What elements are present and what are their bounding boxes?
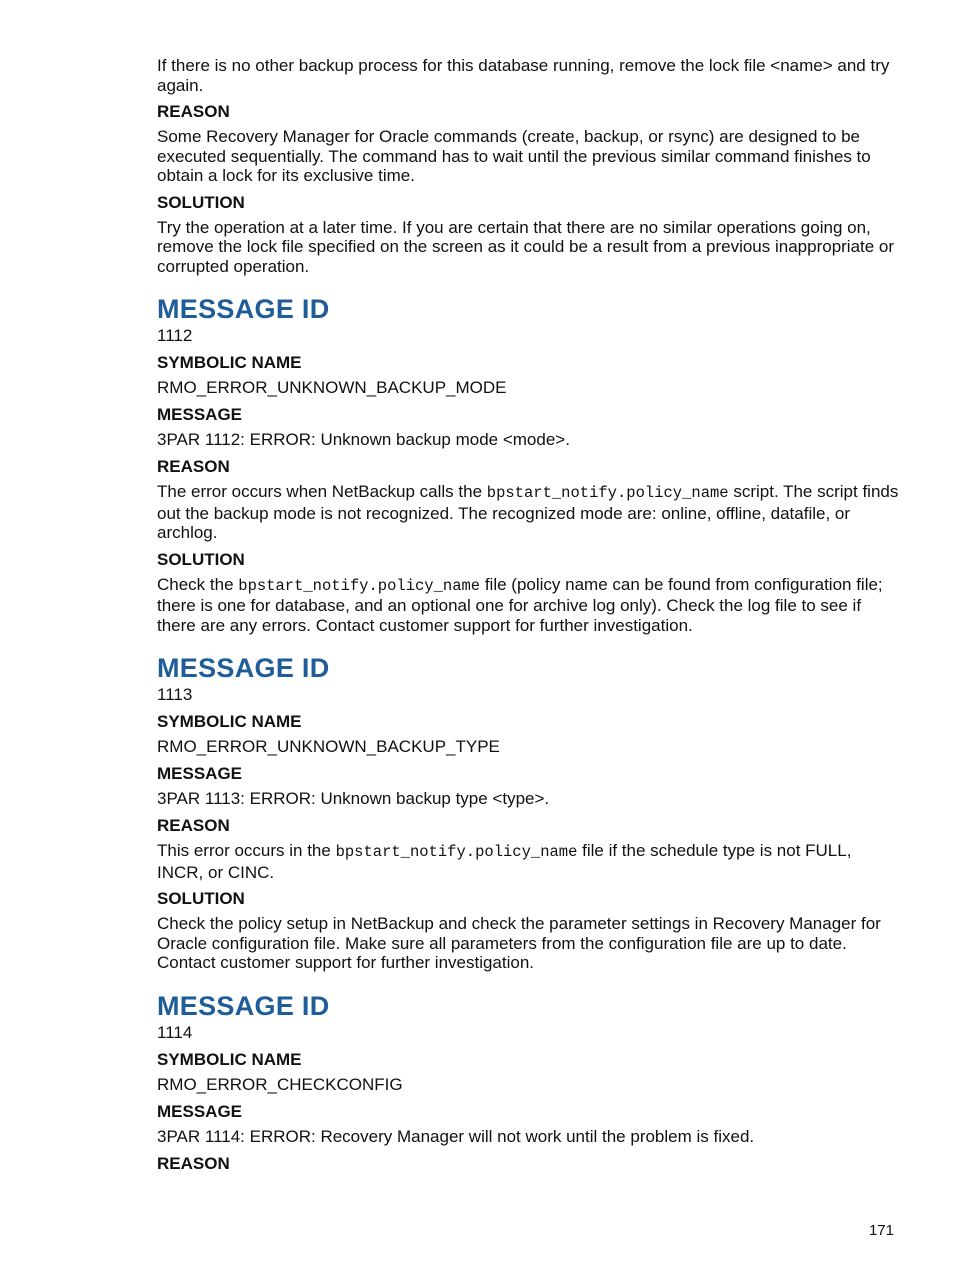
message-id-heading: MESSAGE ID [157, 990, 330, 1021]
reason-label: REASON [157, 102, 230, 121]
symbolic-name-value: RMO_ERROR_UNKNOWN_BACKUP_MODE [157, 378, 507, 397]
page-content [157, 56, 899, 1179]
reason-label: REASON [157, 457, 230, 476]
solution-text: Check the bpstart_notify.policy_name file (policy name can be found from configuration file; there is one for database, and an optional one for archive log only). Check the log file to see if there are any errors. Contact customer support for further investigation. [157, 574, 883, 635]
symbolic-name-value: RMO_ERROR_UNKNOWN_BACKUP_TYPE [157, 737, 500, 756]
symbolic-name-label: SYMBOLIC NAME [157, 353, 302, 372]
solution-label: SOLUTION [157, 192, 245, 212]
intro-paragraph: If there is no other backup process for this database running, remove the lock file <name> and try again. [157, 56, 890, 95]
reason-label: REASON [157, 816, 230, 835]
symbolic-name-label: SYMBOLIC NAME [157, 712, 302, 731]
code-snippet: bpstart_notify.policy_name [486, 484, 729, 502]
symbolic-name-value: RMO_ERROR_CHECKCONFIG [157, 1074, 403, 1094]
symbolic-name-label: SYMBOLIC NAME [157, 1049, 302, 1069]
reason-label: REASON [157, 1153, 230, 1173]
code-snippet: bpstart_notify.policy_name [238, 576, 481, 595]
solution-text: Try the operation at a later time. If you are certain that there are no similar operations going on, remove the lock file specified on the screen as it could be a result from a previous inappropriate or corrupted operation. [157, 217, 895, 276]
message-id-value: 1113 [157, 685, 193, 704]
reason-text: This error occurs in the bpstart_notify.policy_name file if the schedule type is not FULL, INCR, or CINC. [157, 841, 852, 882]
message-id-heading: MESSAGE ID [157, 653, 330, 683]
message-label: MESSAGE [157, 764, 243, 783]
message-label: MESSAGE [157, 405, 243, 424]
solution-label: SOLUTION [157, 549, 245, 569]
message-id-heading: MESSAGE ID [157, 294, 330, 324]
solution-label: SOLUTION [157, 889, 245, 908]
message-value: 3PAR 1114: ERROR: Recovery Manager will not work until the problem is fixed. [157, 1126, 755, 1146]
solution-text: Check the policy setup in NetBackup and check the parameter settings in Recovery Manager for Oracle configuration file. Make sure all parameters from the configuration file are up to date. Contact customer support for further investigation. [157, 914, 881, 972]
page-number: 171 [868, 1222, 894, 1239]
message-id-value: 1114 [157, 1022, 193, 1042]
message-value: 3PAR 1113: ERROR: Unknown backup type <type>. [157, 789, 550, 808]
reason-text: The error occurs when NetBackup calls the bpstart_notify.policy_name script. The script finds out the backup mode is not recognized. The recognized mode are: online, offline, datafile, or archlog. [157, 482, 899, 542]
reason-text: Some Recovery Manager for Oracle commands (create, backup, or rsync) are designed to be executed sequentially. The command has to wait until the previous similar command finishes to obtain a lock for its exclusive time. [157, 127, 871, 185]
message-value: 3PAR 1112: ERROR: Unknown backup mode <mode>. [157, 430, 570, 449]
message-id-value: 1112 [157, 326, 193, 345]
code-snippet: bpstart_notify.policy_name [335, 843, 578, 861]
message-label: MESSAGE [157, 1101, 243, 1121]
